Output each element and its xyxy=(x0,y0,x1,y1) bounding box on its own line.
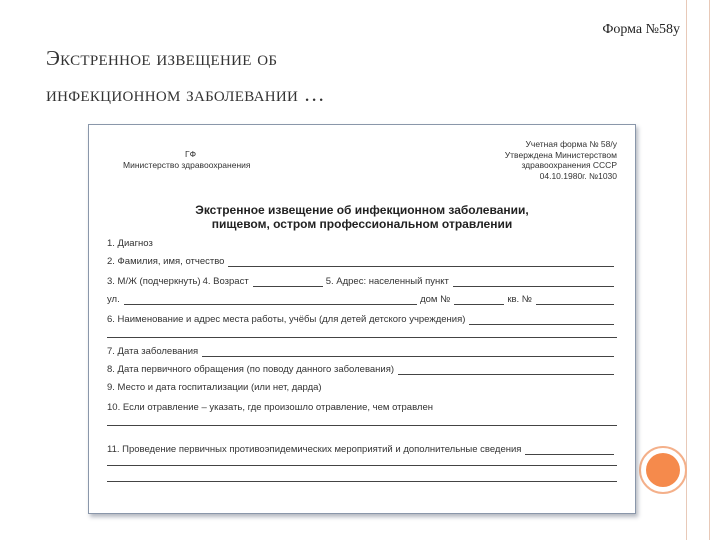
form-ref-line-3: здравоохранения СССР xyxy=(521,160,617,170)
field-address-label: 5. Адрес: населенный пункт xyxy=(325,276,449,287)
field-hospitalization xyxy=(107,379,617,393)
form-reference xyxy=(505,139,617,181)
slide-title xyxy=(46,40,566,112)
field-onset-date-label: 7. Дата заболевания xyxy=(107,346,199,357)
scanned-form-document xyxy=(88,124,636,514)
field-diagnosis-label: 1. Диагноз xyxy=(107,238,153,249)
field-apartment-line xyxy=(536,294,614,305)
org-stamp-code: ГФ xyxy=(185,149,197,159)
field-sex-age-address xyxy=(107,273,617,287)
org-name: Министерство здравоохранения xyxy=(123,160,251,170)
field-age-line xyxy=(253,276,323,287)
document-title-line-2: пищевом, остром профессиональном отравлении xyxy=(211,217,513,231)
field-hospitalization-label: 9. Место и дата госпитализации (или нет, дарда) xyxy=(107,382,322,393)
field-diagnosis xyxy=(107,235,617,249)
field-measures-line xyxy=(525,444,614,455)
field-measures-label: 11. Проведение первичных противоэпидемических мероприятий и дополнительные сведения xyxy=(107,444,522,455)
field-house-label: дом № xyxy=(420,294,451,305)
field-house-line xyxy=(454,294,504,305)
field-fullname-label: 2. Фамилия, имя, отчество xyxy=(107,256,225,267)
form-ref-line-4: 04.10.1980г. №1030 xyxy=(539,170,617,181)
decorative-side-band xyxy=(686,0,710,540)
field-street-label: ул. xyxy=(107,294,120,305)
field-first-visit-label: 8. Дата первичного обращения (по поводу данного заболевания) xyxy=(107,364,395,375)
blank-line xyxy=(107,425,617,426)
form-ref-line-1: Учетная форма № 58/у xyxy=(525,139,617,149)
field-onset-date-line xyxy=(202,346,614,357)
field-fullname-line xyxy=(228,256,614,267)
field-sex-label: 3. М/Ж (подчеркнуть) xyxy=(107,276,201,287)
field-first-visit-line xyxy=(398,364,614,375)
field-address-line xyxy=(453,276,614,287)
org-header xyxy=(123,149,251,171)
blank-line xyxy=(107,337,617,338)
field-workplace-line xyxy=(469,314,614,325)
field-street-line xyxy=(124,294,417,305)
field-age-label: 4. Возраст xyxy=(202,276,249,287)
field-poisoning xyxy=(107,399,617,413)
slide-title-line-1: Экстренное извещение об xyxy=(46,46,278,70)
form-ref-line-2: Утверждена Министерством xyxy=(504,149,617,160)
field-fullname xyxy=(107,253,617,267)
blank-line xyxy=(107,481,617,482)
field-street xyxy=(107,291,617,305)
blank-line xyxy=(107,465,617,466)
document-title xyxy=(89,203,635,231)
document-title-line-1: Экстренное извещение об инфекционном заболевании, xyxy=(195,203,529,217)
form-code-label: Форма №58у xyxy=(602,22,680,37)
field-apartment-label: кв. № xyxy=(507,294,532,305)
field-workplace xyxy=(107,311,617,325)
field-first-visit xyxy=(107,361,617,375)
field-onset-date xyxy=(107,343,617,357)
field-workplace-label: 6. Наименование и адрес места работы, учёбы (для детей детского учреждения) xyxy=(107,314,466,325)
field-measures xyxy=(107,441,617,455)
decorative-circle-inner xyxy=(646,453,680,487)
field-poisoning-label: 10. Если отравление – указать, где произошло отравление, чем отравлен xyxy=(107,402,433,413)
slide-title-line-2: инфекционном заболевании … xyxy=(46,82,325,106)
